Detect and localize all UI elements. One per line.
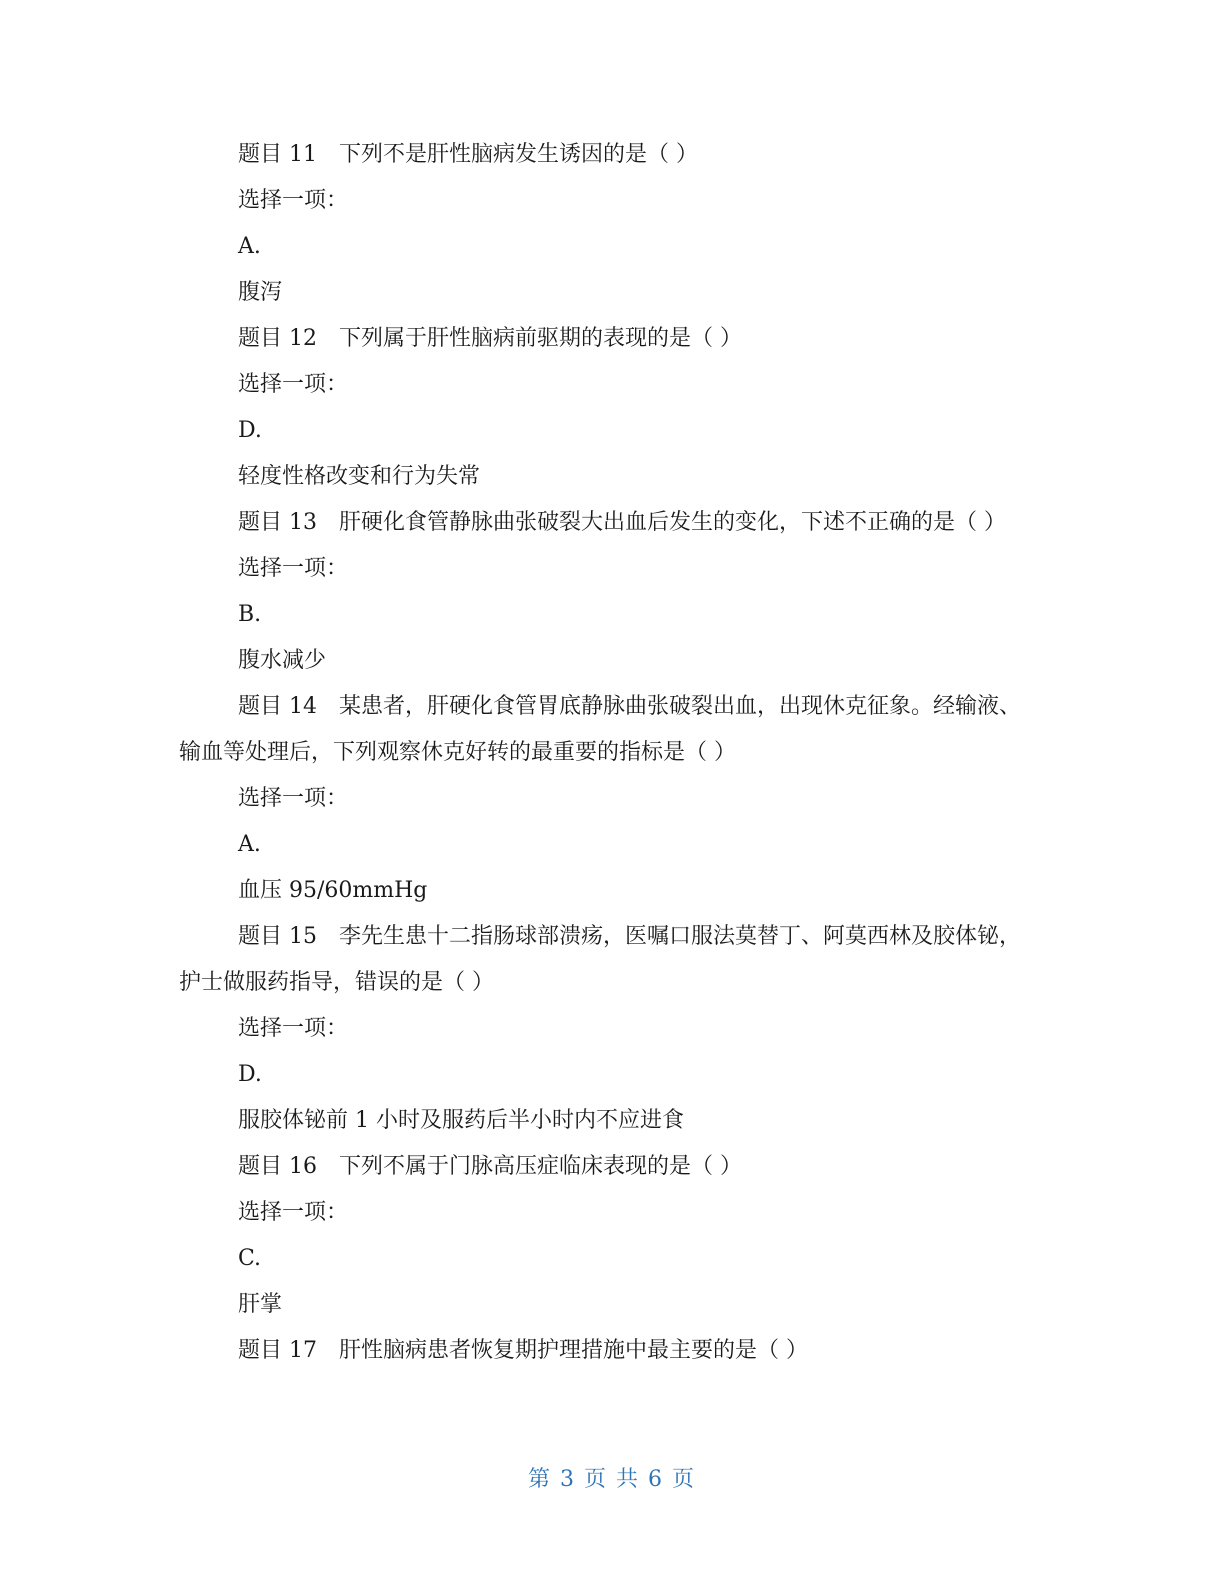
page-footer: [0, 1462, 1224, 1493]
option-letter: A.: [238, 832, 261, 857]
option-letter: C.: [238, 1246, 262, 1271]
option-text: 服胶体铋前 1 小时及服药后半小时内不应进食: [238, 1108, 684, 1133]
question-text: 李先生患十二指肠球部溃疡，医嘱口服法莫替丁、阿莫西林及胶体铋，护士做服药指导，错误的是（ ）: [179, 924, 1022, 995]
option-text: 腹泻: [238, 280, 283, 305]
question-label: 题目 16: [238, 1154, 317, 1179]
question-list: [179, 132, 1039, 1374]
question-label: 题目 14: [238, 694, 317, 719]
question-17: [179, 1328, 1039, 1374]
question-text: 下列属于肝性脑病前驱期的表现的是（ ）: [339, 326, 742, 351]
choice-prompt: 选择一项：: [238, 556, 349, 581]
option-text: 血压 95/60mmHg: [238, 878, 428, 903]
option-text: 腹水减少: [238, 648, 327, 673]
question-label: 题目 15: [238, 924, 317, 949]
question-label: 题目 11: [238, 142, 317, 167]
question-text: 下列不是肝性脑病发生诱因的是（ ）: [339, 142, 698, 167]
choice-prompt: 选择一项：: [238, 372, 349, 397]
question-text: 下列不属于门脉高压症临床表现的是（ ）: [339, 1154, 742, 1179]
question-text: 肝性脑病患者恢复期护理措施中最主要的是（ ）: [339, 1338, 808, 1363]
option-letter: A.: [238, 234, 261, 259]
footer-total-number: 6: [648, 1467, 665, 1492]
footer-total-word: 共: [616, 1467, 641, 1492]
question-label: 题目 13: [238, 510, 317, 535]
choice-prompt: 选择一项：: [238, 1200, 349, 1225]
footer-page-number: 3: [559, 1467, 576, 1492]
footer-page-word: 第: [527, 1467, 552, 1492]
choice-prompt: 选择一项：: [238, 188, 349, 213]
question-11: [179, 132, 1039, 178]
choice-prompt: 选择一项：: [238, 1016, 349, 1041]
question-16: [179, 1144, 1039, 1190]
option-text: 肝掌: [238, 1292, 283, 1317]
question-14: [179, 684, 1039, 776]
option-text: 轻度性格改变和行为失常: [238, 464, 481, 489]
question-15: [179, 914, 1039, 1006]
option-letter: B.: [238, 602, 262, 627]
question-label: 题目 17: [238, 1338, 317, 1363]
choice-prompt: 选择一项：: [238, 786, 349, 811]
option-letter: D.: [238, 418, 262, 443]
footer-page-unit: 页: [583, 1467, 608, 1492]
question-text: 某患者，肝硬化食管胃底静脉曲张破裂出血，出现休克征象。经输液、输血等处理后，下列观察休克好转的最重要的指标是（ ）: [179, 694, 1022, 765]
question-text: 肝硬化食管静脉曲张破裂大出血后发生的变化，下述不正确的是（ ）: [339, 510, 1006, 535]
question-12: [179, 316, 1039, 362]
question-label: 题目 12: [238, 326, 317, 351]
question-13: [179, 500, 1039, 546]
option-letter: D.: [238, 1062, 262, 1087]
footer-total-unit: 页: [672, 1467, 697, 1492]
